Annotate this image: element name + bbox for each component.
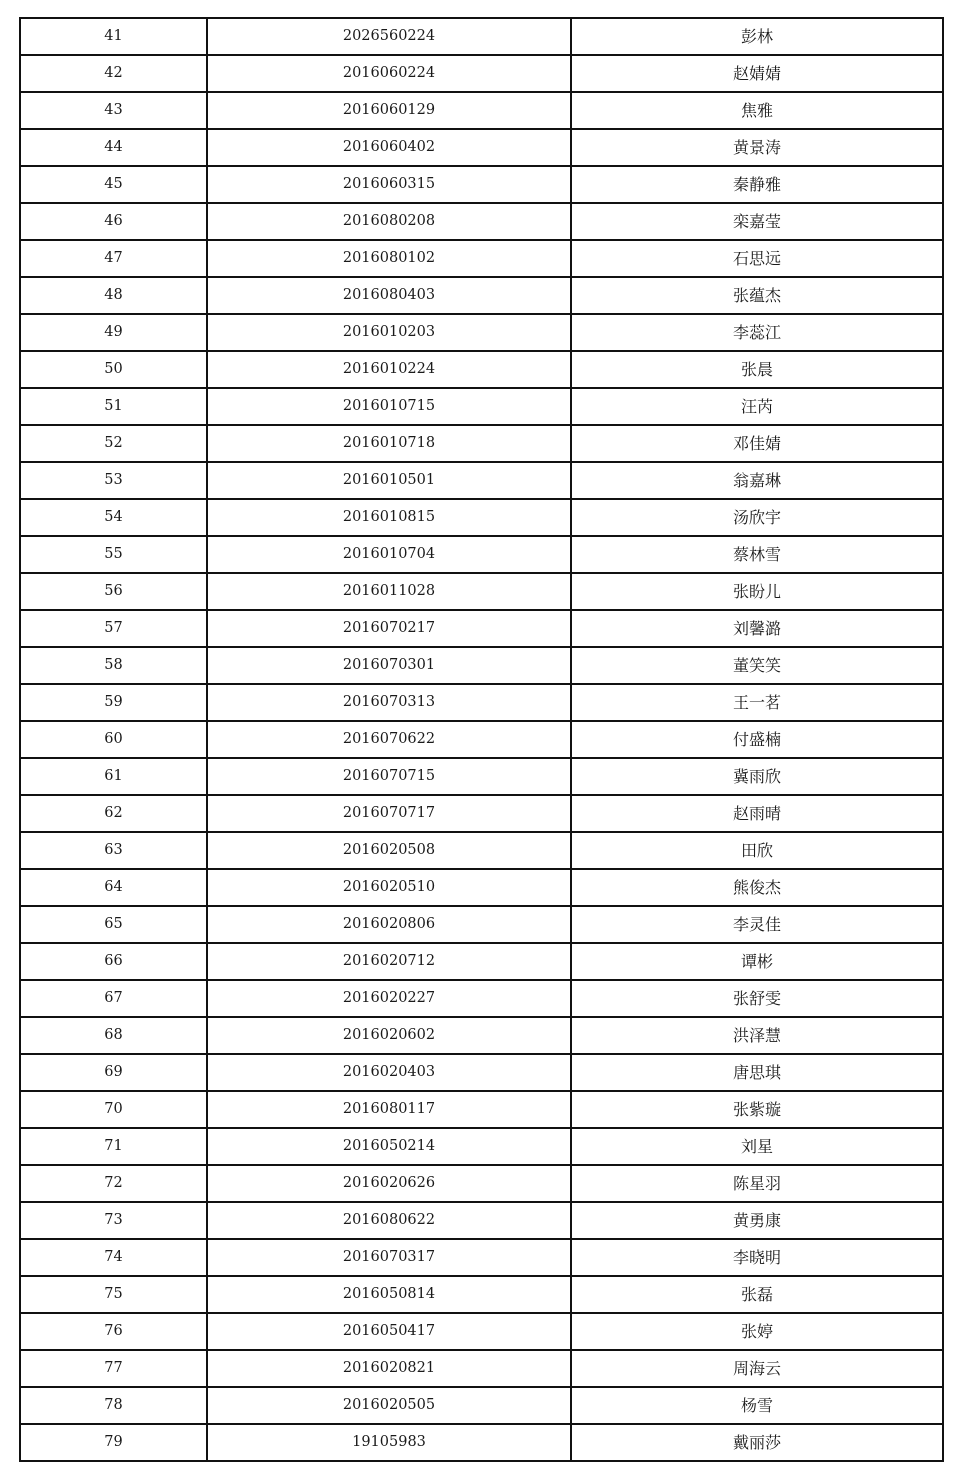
student-name-cell: 熊俊杰 (571, 869, 943, 906)
row-number-cell: 68 (20, 1017, 207, 1054)
student-name-cell: 冀雨欣 (571, 758, 943, 795)
row-number-cell: 65 (20, 906, 207, 943)
student-id-cell: 2016020626 (207, 1165, 571, 1202)
student-id-cell: 2016060224 (207, 55, 571, 92)
student-id-cell: 2016070313 (207, 684, 571, 721)
table-row (20, 906, 943, 943)
student-name-cell: 陈星羽 (571, 1165, 943, 1202)
row-number-cell: 48 (20, 277, 207, 314)
student-name-cell: 汤欣宇 (571, 499, 943, 536)
table-row (20, 1165, 943, 1202)
row-number-cell: 42 (20, 55, 207, 92)
student-name-cell: 唐思琪 (571, 1054, 943, 1091)
table-row (20, 203, 943, 240)
table-row (20, 1350, 943, 1387)
student-name-cell: 赵婧婧 (571, 55, 943, 92)
row-number-cell: 45 (20, 166, 207, 203)
student-name-cell: 洪泽慧 (571, 1017, 943, 1054)
student-id-cell: 2016020403 (207, 1054, 571, 1091)
row-number-cell: 63 (20, 832, 207, 869)
student-id-cell: 2016070715 (207, 758, 571, 795)
student-id-cell: 2016020806 (207, 906, 571, 943)
row-number-cell: 71 (20, 1128, 207, 1165)
table-row (20, 1202, 943, 1239)
row-number-cell: 70 (20, 1091, 207, 1128)
student-id-cell: 2016010203 (207, 314, 571, 351)
row-number-cell: 60 (20, 721, 207, 758)
table-row (20, 314, 943, 351)
row-number-cell: 52 (20, 425, 207, 462)
table-row (20, 1387, 943, 1424)
table-row (20, 351, 943, 388)
table-row (20, 1424, 943, 1461)
row-number-cell: 72 (20, 1165, 207, 1202)
table-row (20, 1091, 943, 1128)
student-name-cell: 张磊 (571, 1276, 943, 1313)
student-id-cell: 2016080208 (207, 203, 571, 240)
student-name-cell: 王一茗 (571, 684, 943, 721)
table-row (20, 536, 943, 573)
student-name-cell: 赵雨晴 (571, 795, 943, 832)
student-id-cell: 2016010224 (207, 351, 571, 388)
row-number-cell: 73 (20, 1202, 207, 1239)
row-number-cell: 54 (20, 499, 207, 536)
student-id-cell: 2016020227 (207, 980, 571, 1017)
student-name-cell: 田欣 (571, 832, 943, 869)
student-name-cell: 蔡林雪 (571, 536, 943, 573)
row-number-cell: 44 (20, 129, 207, 166)
row-number-cell: 75 (20, 1276, 207, 1313)
student-id-cell: 2016010718 (207, 425, 571, 462)
student-id-cell: 2016060315 (207, 166, 571, 203)
student-name-cell: 张婷 (571, 1313, 943, 1350)
table-row (20, 55, 943, 92)
table-row (20, 647, 943, 684)
student-id-cell: 2016080102 (207, 240, 571, 277)
row-number-cell: 59 (20, 684, 207, 721)
row-number-cell: 53 (20, 462, 207, 499)
row-number-cell: 77 (20, 1350, 207, 1387)
student-name-cell: 李蕊江 (571, 314, 943, 351)
student-id-cell: 2016050214 (207, 1128, 571, 1165)
row-number-cell: 69 (20, 1054, 207, 1091)
student-name-cell: 张盼儿 (571, 573, 943, 610)
student-id-cell: 2016070301 (207, 647, 571, 684)
student-name-cell: 谭彬 (571, 943, 943, 980)
student-name-cell: 秦静雅 (571, 166, 943, 203)
student-id-cell: 2016080117 (207, 1091, 571, 1128)
student-name-cell: 李晓明 (571, 1239, 943, 1276)
student-name-cell: 黄勇康 (571, 1202, 943, 1239)
row-number-cell: 47 (20, 240, 207, 277)
student-id-cell: 2016010704 (207, 536, 571, 573)
table-row (20, 758, 943, 795)
table-row (20, 980, 943, 1017)
student-name-cell: 彭林 (571, 18, 943, 55)
row-number-cell: 43 (20, 92, 207, 129)
student-name-cell: 刘星 (571, 1128, 943, 1165)
student-name-cell: 杨雪 (571, 1387, 943, 1424)
student-name-cell: 邓佳婧 (571, 425, 943, 462)
table-row (20, 462, 943, 499)
student-name-cell: 刘馨潞 (571, 610, 943, 647)
student-id-cell: 2016070622 (207, 721, 571, 758)
student-name-cell: 付盛楠 (571, 721, 943, 758)
student-name-cell: 石思远 (571, 240, 943, 277)
row-number-cell: 49 (20, 314, 207, 351)
table-row (20, 1054, 943, 1091)
student-id-cell: 2016070717 (207, 795, 571, 832)
row-number-cell: 66 (20, 943, 207, 980)
row-number-cell: 62 (20, 795, 207, 832)
student-id-cell: 2016020821 (207, 1350, 571, 1387)
table-row (20, 18, 943, 55)
student-id-cell: 2016010715 (207, 388, 571, 425)
student-id-cell: 2016050417 (207, 1313, 571, 1350)
row-number-cell: 78 (20, 1387, 207, 1424)
student-id-cell: 2016020712 (207, 943, 571, 980)
row-number-cell: 74 (20, 1239, 207, 1276)
student-name-cell: 董笑笑 (571, 647, 943, 684)
student-name-cell: 戴丽莎 (571, 1424, 943, 1461)
student-id-cell: 2016060129 (207, 92, 571, 129)
table-row (20, 1239, 943, 1276)
student-id-cell: 2016080622 (207, 1202, 571, 1239)
student-name-cell: 汪芮 (571, 388, 943, 425)
table-row (20, 240, 943, 277)
table-row (20, 795, 943, 832)
student-id-cell: 2016010501 (207, 462, 571, 499)
student-id-cell: 2016060402 (207, 129, 571, 166)
row-number-cell: 56 (20, 573, 207, 610)
student-name-cell: 张紫璇 (571, 1091, 943, 1128)
table-row (20, 1017, 943, 1054)
table-row (20, 92, 943, 129)
row-number-cell: 64 (20, 869, 207, 906)
roster-table-body (20, 18, 943, 1461)
table-row (20, 573, 943, 610)
student-id-cell: 2016020508 (207, 832, 571, 869)
student-id-cell: 2016020510 (207, 869, 571, 906)
table-row (20, 610, 943, 647)
student-roster-table (19, 17, 944, 1462)
row-number-cell: 61 (20, 758, 207, 795)
table-row (20, 1128, 943, 1165)
table-row (20, 869, 943, 906)
row-number-cell: 76 (20, 1313, 207, 1350)
student-id-cell: 2026560224 (207, 18, 571, 55)
student-id-cell: 19105983 (207, 1424, 571, 1461)
student-id-cell: 2016070217 (207, 610, 571, 647)
student-id-cell: 2016010815 (207, 499, 571, 536)
student-name-cell: 焦雅 (571, 92, 943, 129)
student-name-cell: 黄景涛 (571, 129, 943, 166)
student-name-cell: 栾嘉莹 (571, 203, 943, 240)
table-row (20, 499, 943, 536)
table-row (20, 832, 943, 869)
student-name-cell: 张蕴杰 (571, 277, 943, 314)
row-number-cell: 55 (20, 536, 207, 573)
student-id-cell: 2016020505 (207, 1387, 571, 1424)
row-number-cell: 50 (20, 351, 207, 388)
student-name-cell: 张舒雯 (571, 980, 943, 1017)
student-id-cell: 2016020602 (207, 1017, 571, 1054)
table-row (20, 1276, 943, 1313)
row-number-cell: 67 (20, 980, 207, 1017)
student-id-cell: 2016050814 (207, 1276, 571, 1313)
row-number-cell: 41 (20, 18, 207, 55)
student-id-cell: 2016011028 (207, 573, 571, 610)
row-number-cell: 57 (20, 610, 207, 647)
student-name-cell: 周海云 (571, 1350, 943, 1387)
student-id-cell: 2016080403 (207, 277, 571, 314)
row-number-cell: 46 (20, 203, 207, 240)
table-row (20, 1313, 943, 1350)
student-name-cell: 李灵佳 (571, 906, 943, 943)
table-row (20, 721, 943, 758)
row-number-cell: 51 (20, 388, 207, 425)
table-row (20, 277, 943, 314)
table-row (20, 684, 943, 721)
student-name-cell: 张晨 (571, 351, 943, 388)
table-row (20, 129, 943, 166)
table-row (20, 166, 943, 203)
student-name-cell: 翁嘉琳 (571, 462, 943, 499)
table-row (20, 943, 943, 980)
student-id-cell: 2016070317 (207, 1239, 571, 1276)
table-row (20, 388, 943, 425)
table-row (20, 425, 943, 462)
row-number-cell: 79 (20, 1424, 207, 1461)
row-number-cell: 58 (20, 647, 207, 684)
